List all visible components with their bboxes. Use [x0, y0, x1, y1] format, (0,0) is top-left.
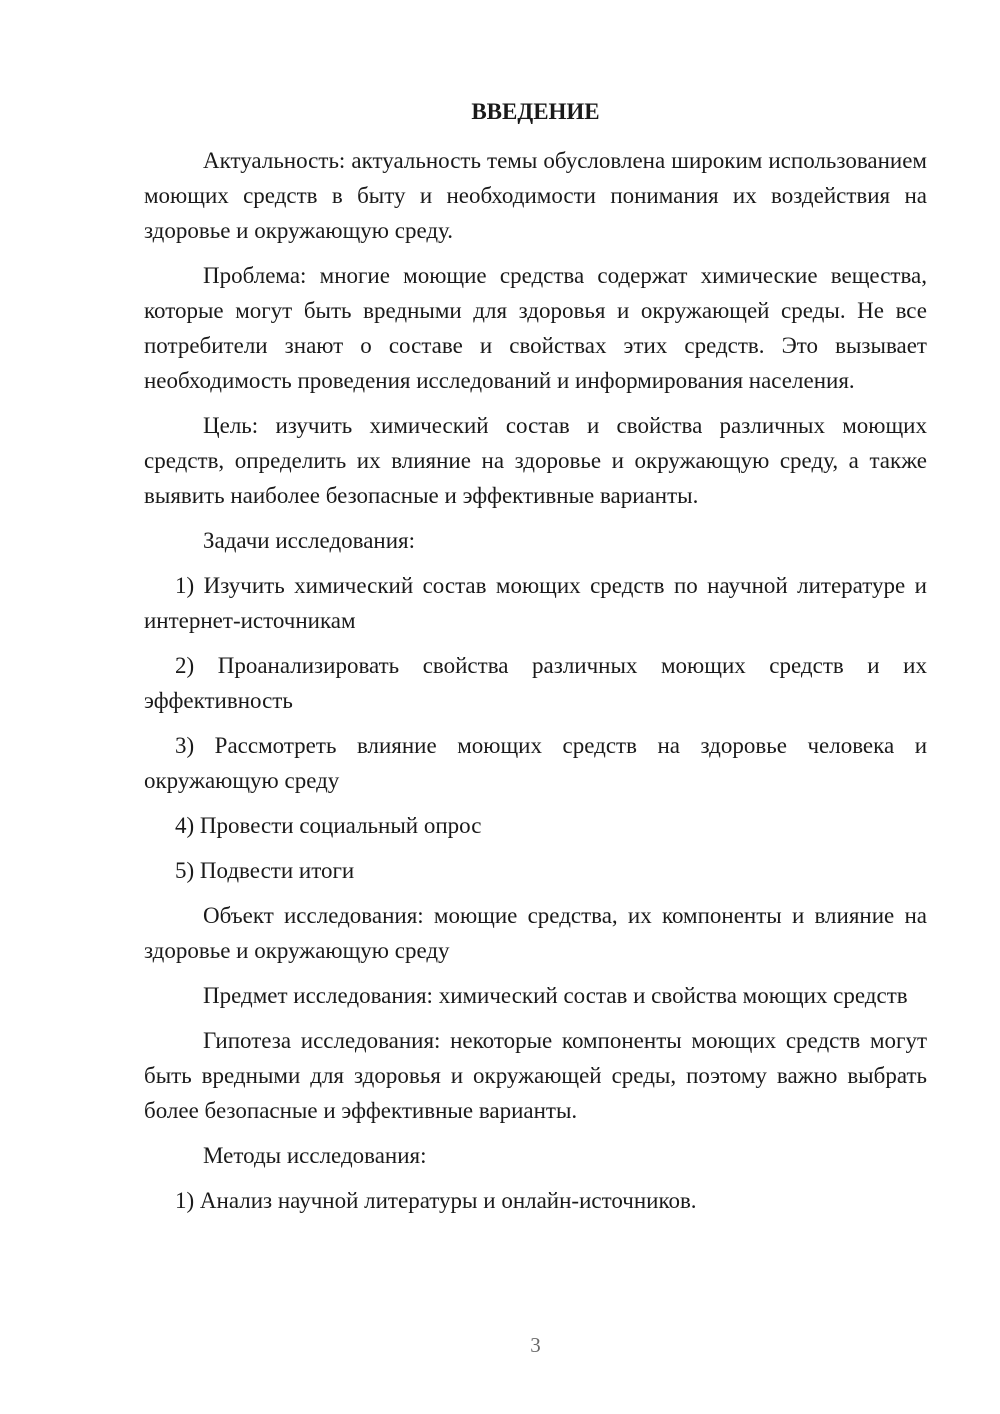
- object-paragraph: Объект исследования: моющие средства, их компоненты и влияние на здоровье и окружающую среду: [144, 903, 927, 963]
- method-item: 1) Анализ научной литературы и онлайн-источников.: [175, 1188, 697, 1213]
- task-item: 2) Проанализировать свойства различных моющих средств и их эффективность: [144, 653, 927, 713]
- task-item: 3) Рассмотреть влияние моющих средств на здоровье человека и окружающую среду: [144, 733, 927, 793]
- page-content: [144, 94, 927, 1218]
- task-item: 1) Изучить химический состав моющих средств по научной литературе и интернет-источникам: [144, 573, 927, 633]
- hypothesis-paragraph: Гипотеза исследования: некоторые компоненты моющих средств могут быть вредными для здоровья и окружающей среды, поэтому важно выбрать более безопасные и эффективные варианты.: [144, 1028, 927, 1123]
- subject-paragraph: Предмет исследования: химический состав и свойства моющих средств: [203, 983, 908, 1008]
- tasks-heading: Задачи исследования:: [203, 528, 416, 553]
- task-item: 4) Провести социальный опрос: [175, 813, 482, 838]
- problem-paragraph: Проблема: многие моющие средства содержат химические вещества, которые могут быть вредными для здоровья и окружающей среды. Не все потребители знают о составе и свойствах этих средств. Это вызывает необходимость проведения исследований и информирования населения.: [144, 263, 927, 393]
- task-item: 5) Подвести итоги: [175, 858, 355, 883]
- page-title: ВВЕДЕНИЕ: [471, 99, 600, 124]
- methods-heading: Методы исследования:: [203, 1143, 427, 1168]
- goal-paragraph: Цель: изучить химический состав и свойства различных моющих средств, определить их влияние на здоровье и окружающую среду, а также выявить наиболее безопасные и эффективные варианты.: [144, 413, 927, 508]
- page-number: 3: [530, 1333, 541, 1357]
- relevance-paragraph: Актуальность: актуальность темы обусловлена широким использованием моющих средств в быту и необходимости понимания их воздействия на здоровье и окружающую среду.: [144, 148, 927, 243]
